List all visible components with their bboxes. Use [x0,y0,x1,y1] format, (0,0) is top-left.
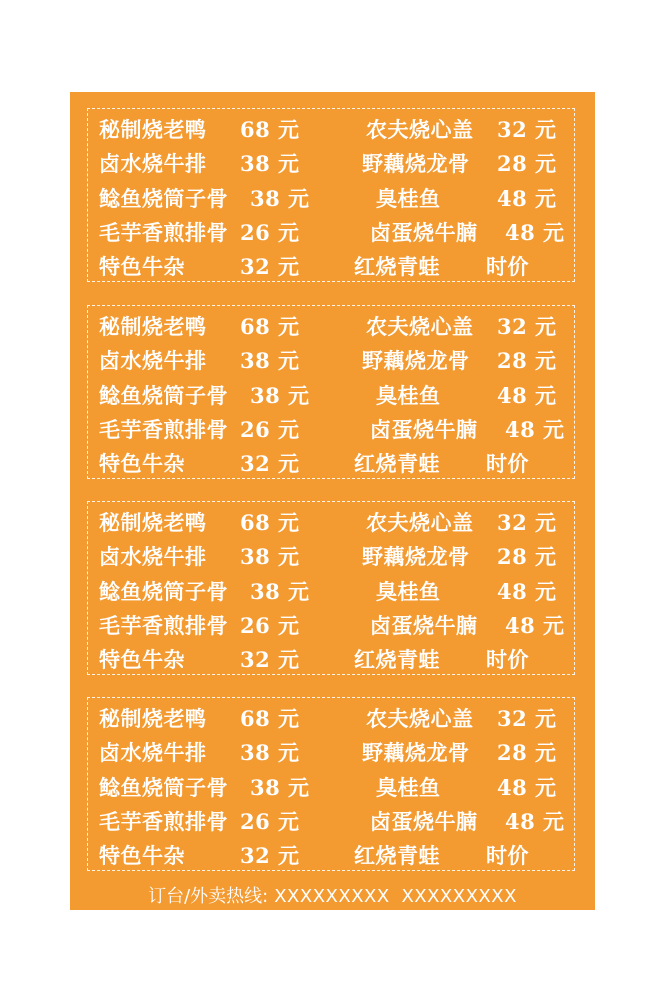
right-dish-price: 48 元 [497,579,557,604]
left-dish-price: 26 元 [240,809,300,834]
menu-row [88,609,574,643]
right-dish-price: 48 元 [505,220,565,245]
left-dish-price: 38 元 [240,544,300,569]
right-dish-price: 48 元 [497,775,557,800]
right-dish-name: 红烧青蛙 [354,647,440,672]
menu-row [88,839,574,873]
right-dish-price: 48 元 [505,809,565,834]
left-dish-price: 68 元 [240,117,300,142]
right-dish-name: 臭桂鱼 [376,579,441,604]
left-dish-price: 26 元 [240,417,300,442]
left-dish-name: 特色牛杂 [99,254,185,279]
right-dish-price: 32 元 [497,314,557,339]
left-dish-price: 38 元 [240,740,300,765]
menu-row [88,575,574,609]
left-dish-name: 毛芋香煎排骨 [99,417,228,442]
right-dish-price: 32 元 [497,117,557,142]
left-dish-price: 38 元 [250,775,310,800]
right-dish-name: 红烧青蛙 [354,451,440,476]
right-dish-name: 红烧青蛙 [354,254,440,279]
right-dish-price: 48 元 [497,186,557,211]
left-dish-name: 鲶鱼烧筒子骨 [99,775,228,800]
menu-row [88,413,574,447]
right-dish-price: 时价 [486,647,529,672]
menu-block [87,305,575,479]
right-dish-name: 红烧青蛙 [354,843,440,868]
left-dish-price: 38 元 [240,348,300,373]
right-dish-name: 臭桂鱼 [376,186,441,211]
menu-block [87,108,575,282]
right-dish-name: 农夫烧心盖 [366,510,474,535]
left-dish-name: 卤水烧牛排 [99,151,207,176]
right-dish-price: 48 元 [505,613,565,638]
menu-row [88,771,574,805]
left-dish-price: 26 元 [240,220,300,245]
right-dish-price: 48 元 [505,417,565,442]
menu-row [88,736,574,770]
left-dish-price: 38 元 [250,186,310,211]
right-dish-name: 野藕烧龙骨 [362,348,470,373]
menu-row [88,147,574,181]
right-dish-price: 32 元 [497,510,557,535]
hotline-footer [70,882,595,908]
left-dish-name: 特色牛杂 [99,451,185,476]
menu-block [87,697,575,871]
right-dish-price: 时价 [486,843,529,868]
left-dish-name: 秘制烧老鸭 [99,706,207,731]
left-dish-price: 68 元 [240,510,300,535]
right-dish-name: 卤蛋烧牛腩 [370,417,478,442]
menu-card [70,92,595,910]
right-dish-price: 时价 [486,451,529,476]
left-dish-name: 卤水烧牛排 [99,544,207,569]
left-dish-price: 32 元 [240,451,300,476]
right-dish-price: 28 元 [497,348,557,373]
left-dish-name: 鲶鱼烧筒子骨 [99,383,228,408]
menu-row [88,540,574,574]
left-dish-name: 卤水烧牛排 [99,348,207,373]
left-dish-price: 38 元 [250,383,310,408]
right-dish-name: 野藕烧龙骨 [362,151,470,176]
right-dish-name: 臭桂鱼 [376,383,441,408]
left-dish-price: 68 元 [240,314,300,339]
menu-row [88,702,574,736]
menu-row [88,310,574,344]
right-dish-price: 32 元 [497,706,557,731]
hotline-number-1: XXXXXXXXX [274,886,390,907]
left-dish-price: 38 元 [240,151,300,176]
menu-block [87,501,575,675]
menu-row [88,113,574,147]
menu-row [88,344,574,378]
hotline-label: 订台/外卖热线: [148,886,269,907]
right-dish-price: 时价 [486,254,529,279]
menu-row [88,379,574,413]
menu-row [88,447,574,481]
right-dish-name: 农夫烧心盖 [366,314,474,339]
right-dish-name: 野藕烧龙骨 [362,544,470,569]
left-dish-name: 秘制烧老鸭 [99,314,207,339]
left-dish-price: 32 元 [240,254,300,279]
right-dish-name: 卤蛋烧牛腩 [370,613,478,638]
menu-row [88,643,574,677]
right-dish-price: 28 元 [497,151,557,176]
left-dish-name: 鲶鱼烧筒子骨 [99,186,228,211]
left-dish-name: 毛芋香煎排骨 [99,220,228,245]
left-dish-price: 32 元 [240,843,300,868]
left-dish-name: 毛芋香煎排骨 [99,809,228,834]
left-dish-name: 鲶鱼烧筒子骨 [99,579,228,604]
left-dish-price: 38 元 [250,579,310,604]
right-dish-price: 28 元 [497,544,557,569]
right-dish-name: 卤蛋烧牛腩 [370,220,478,245]
right-dish-name: 农夫烧心盖 [366,117,474,142]
right-dish-name: 农夫烧心盖 [366,706,474,731]
left-dish-name: 卤水烧牛排 [99,740,207,765]
menu-row [88,250,574,284]
left-dish-price: 32 元 [240,647,300,672]
right-dish-name: 野藕烧龙骨 [362,740,470,765]
hotline-number-2: XXXXXXXXX [401,886,517,907]
right-dish-name: 卤蛋烧牛腩 [370,809,478,834]
menu-row [88,805,574,839]
left-dish-name: 特色牛杂 [99,647,185,672]
right-dish-price: 28 元 [497,740,557,765]
menu-row [88,506,574,540]
menu-row [88,216,574,250]
left-dish-name: 秘制烧老鸭 [99,510,207,535]
left-dish-price: 26 元 [240,613,300,638]
left-dish-name: 毛芋香煎排骨 [99,613,228,638]
left-dish-name: 特色牛杂 [99,843,185,868]
right-dish-price: 48 元 [497,383,557,408]
menu-row [88,182,574,216]
left-dish-price: 68 元 [240,706,300,731]
right-dish-name: 臭桂鱼 [376,775,441,800]
left-dish-name: 秘制烧老鸭 [99,117,207,142]
